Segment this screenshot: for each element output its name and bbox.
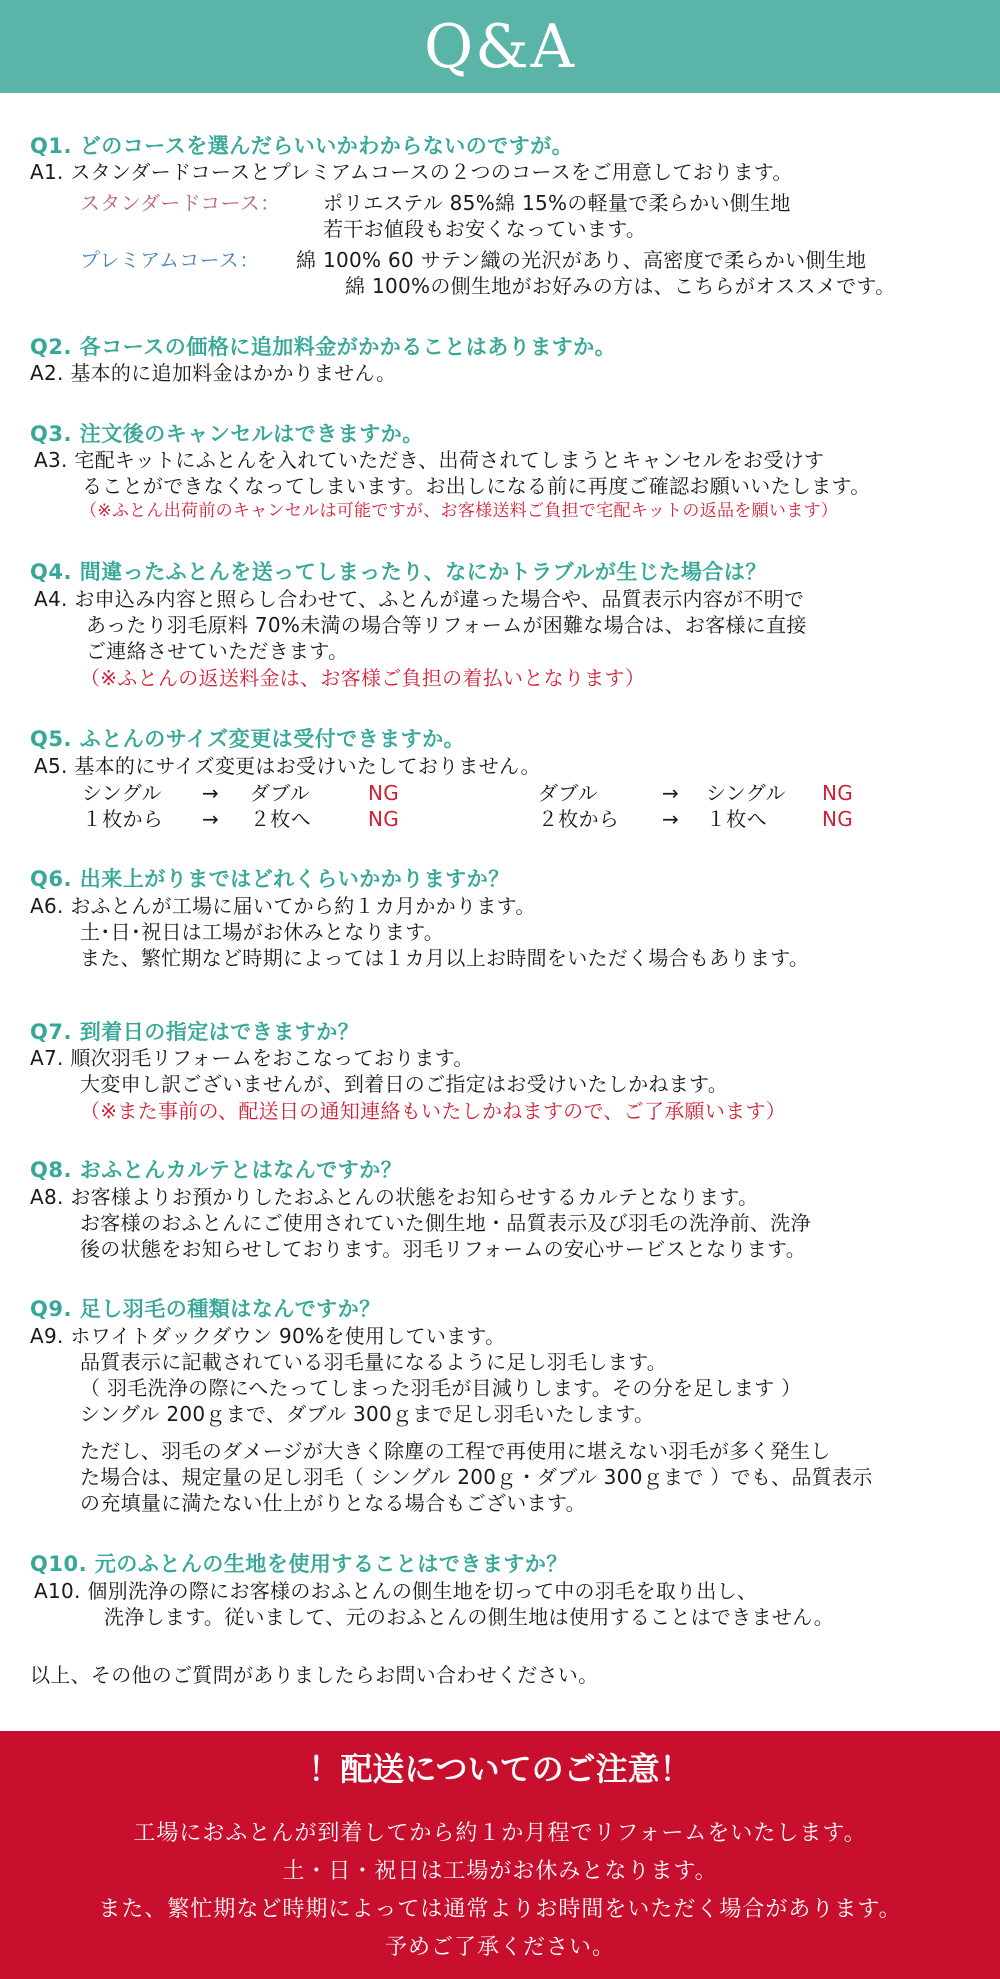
q5-row1-result: NG — [368, 781, 400, 805]
q5-row4-result: NG — [822, 807, 854, 831]
q4-answer-line1: A4. お申込み内容と照らし合わせて、ふとんが違った場合や、品質表示内容が不明で — [34, 587, 805, 611]
q7-answer-line1: A7. 順次羽毛リフォームをおこなっております。 — [30, 1046, 474, 1070]
q9-answer-line2: 品質表示に記載されている羽毛量になるように足し羽毛します。 — [80, 1350, 668, 1374]
q9-answer-line3: （ 羽毛洗浄の際にへたってしまった羽毛が目減りします。その分を足します ） — [80, 1376, 802, 1400]
q9-answer-line1: A9. ホワイトダックダウン 90%を使用しています。 — [30, 1324, 506, 1348]
q5-row4-arrow: → — [662, 807, 680, 831]
q6-question: Q6. 出来上がりまではどれくらいかかりますか？ — [30, 867, 510, 891]
q3-answer-line2: ることができなくなってしまいます。お出しになる前に再度ご確認お願いいたします。 — [82, 474, 871, 498]
q1-premium-line1: 綿 100% 60 サテン織の光沢があり、高密度で柔らかい側生地 — [296, 248, 867, 272]
notice-line2: 土・日・祝日は工場がお休みとなります。 — [282, 1859, 718, 1884]
notice-line1: 工場におふとんが到着してから約１か月程でリフォームをいたします。 — [133, 1821, 867, 1846]
q5-row1-arrow: → — [202, 781, 220, 805]
closing-text: 以上、その他のご質問がありましたらお問い合わせください。 — [30, 1663, 599, 1687]
qa-section — [0, 93, 1000, 1730]
q1-question: Q1. どのコースを選んだらいいかわからないのですが。 — [30, 134, 574, 158]
q7-question: Q7. 到着日の指定はできますか？ — [30, 1020, 360, 1044]
q9-answer-line7: の充填量に満たない仕上がりとなる場合もございます。 — [80, 1491, 586, 1515]
q5-row4-to: １枚へ — [706, 807, 767, 831]
q5-row2-to: ２枚へ — [250, 807, 311, 831]
notice-line4: 予めご了承ください。 — [384, 1935, 615, 1960]
q7-answer-line2: 大変申し訳ございませんが、到着日のご指定はお受けいたしかねます。 — [80, 1072, 728, 1096]
q3-answer-line1: A3. 宅配キットにふとんを入れていただき、出荷されてしまうとキャンセルをお受けす — [34, 448, 825, 472]
q4-question: Q4. 間違ったふとんを送ってしまったり、なにかトラブルが生じた場合は？ — [30, 560, 767, 584]
q1-premium-line2: 綿 100%の側生地がお好みの方は、こちらがオススメです。 — [345, 274, 896, 298]
q5-row2-from: １枚から — [82, 807, 164, 831]
page-header — [0, 0, 1000, 93]
q1-answer: A1. スタンダードコースとプレミアムコースの２つのコースをご用意しております。 — [30, 160, 793, 184]
q5-row1-to: ダブル — [250, 781, 311, 805]
q6-answer-line1: A6. おふとんが工場に届いてから約１カ月かかります。 — [30, 894, 536, 918]
notice-title: ！配送についてのご注意！ — [308, 1750, 692, 1788]
q9-answer-line6: た場合は、規定量の足し羽毛（ シングル 200ｇ・ダブル 300ｇまで ）でも、品質表示 — [80, 1465, 873, 1489]
q1-standard-line1: ポリエステル 85%綿 15%の軽量で柔らかい側生地 — [323, 191, 791, 215]
q4-note: （※ふとんの返送料金は、お客様ご負担の着払いとなります） — [80, 666, 646, 690]
q1-standard-line2: 若干お値段もお安くなっています。 — [323, 217, 647, 241]
q4-answer-line3: ご連絡させていただきます。 — [86, 639, 349, 663]
q9-answer-line5: ただし、羽毛のダメージが大きく除塵の工程で再使用に堪えない羽毛が多く発生し — [80, 1439, 831, 1463]
q10-question: Q10. 元のふとんの生地を使用することはできますか？ — [30, 1552, 568, 1576]
q5-question: Q5. ふとんのサイズ変更は受付できますか。 — [30, 727, 466, 751]
q10-answer-line2: 洗浄します。従いまして、元のおふとんの側生地は使用することはできません。 — [104, 1605, 834, 1629]
q5-row4-from: ２枚から — [538, 807, 620, 831]
q5-row3-result: NG — [822, 781, 854, 805]
q2-answer: A2. 基本的に追加料金はかかりません。 — [30, 361, 397, 385]
q7-note: （※また事前の、配送日の通知連絡もいたしかねますので、ご了承願います） — [80, 1099, 787, 1123]
q10-answer-line1: A10. 個別洗浄の際にお客様のおふとんの側生地を切って中の羽毛を取り出し、 — [34, 1579, 758, 1603]
q8-answer-line3: 後の状態をお知らせしております。羽毛リフォームの安心サービスとなります。 — [80, 1237, 806, 1261]
q6-answer-line3: また、繁忙期など時期によっては１カ月以上お時間をいただく場合もあります。 — [80, 946, 810, 970]
shipping-notice — [0, 1731, 1000, 1979]
q4-answer-line2: あったり羽毛原料 70%未満の場合等リフォームが困難な場合は、お客様に直接 — [86, 613, 807, 637]
q5-row2-result: NG — [368, 807, 400, 831]
q8-question: Q8. おふとんカルテとはなんですか？ — [30, 1158, 403, 1182]
q2-question: Q2. 各コースの価格に追加料金がかかることはありますか。 — [30, 335, 617, 359]
q5-row1-from: シングル — [82, 781, 162, 805]
q9-answer-line4: シングル 200ｇまで、ダブル 300ｇまで足し羽毛いたします。 — [80, 1402, 655, 1426]
q1-premium-label: プレミアムコース： — [80, 248, 260, 272]
q9-question: Q9. 足し羽毛の種類はなんですか？ — [30, 1297, 381, 1321]
q3-question: Q3. 注文後のキャンセルはできますか。 — [30, 422, 424, 446]
q5-row3-arrow: → — [662, 781, 680, 805]
q5-row3-from: ダブル — [538, 781, 599, 805]
q5-row3-to: シングル — [706, 781, 786, 805]
q6-answer-line2: 土･日･祝日は工場がお休みとなります。 — [80, 920, 445, 944]
page-title: Q&A — [424, 11, 576, 82]
q8-answer-line1: A8. お客様よりお預かりしたおふとんの状態をお知らせするカルテとなります。 — [30, 1185, 759, 1209]
q1-standard-label: スタンダードコース： — [80, 191, 281, 215]
q5-answer: A5. 基本的にサイズ変更はお受けいたしておりません。 — [34, 754, 541, 778]
q8-answer-line2: お客様のおふとんにご使用されていた側生地・品質表示及び羽毛の洗浄前、洗浄 — [80, 1211, 811, 1235]
q3-note: （※ふとん出荷前のキャンセルは可能ですが、お客様送料ご負担で宅配キットの返品を願います） — [80, 501, 839, 521]
q5-row2-arrow: → — [202, 807, 220, 831]
notice-line3: また、繁忙期など時期によっては通常よりお時間をいただく場合があります。 — [98, 1897, 902, 1922]
